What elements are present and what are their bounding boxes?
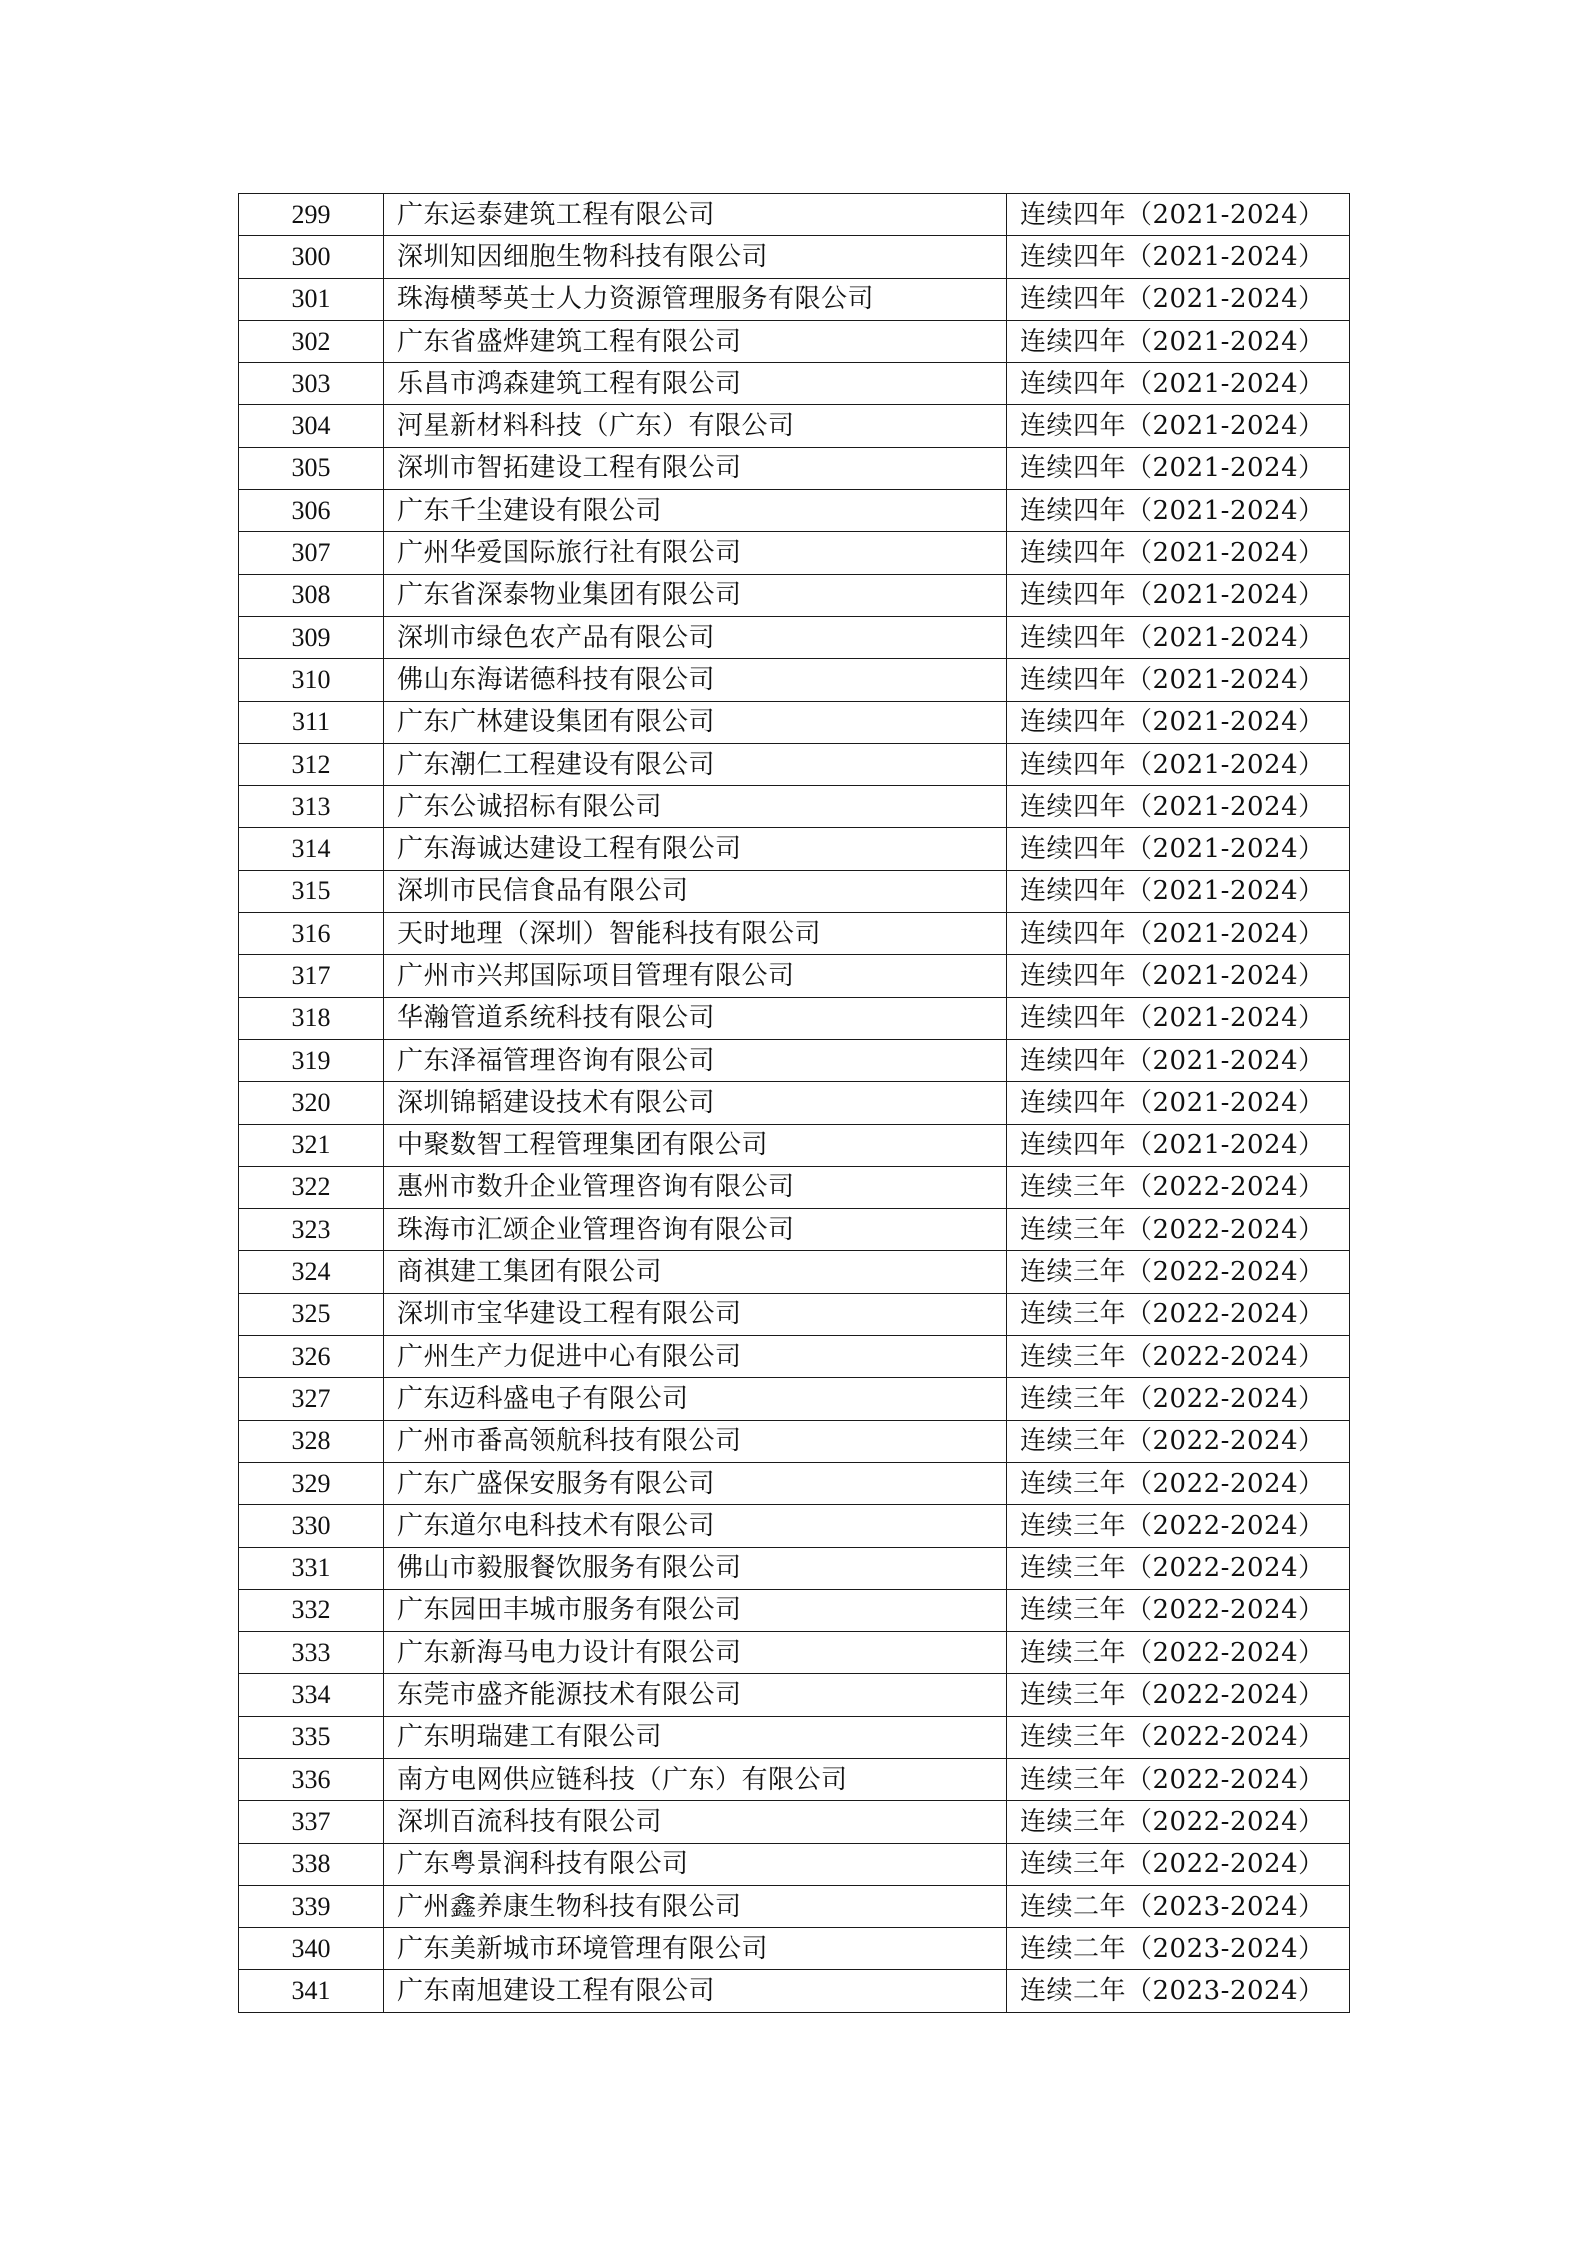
table-row bbox=[239, 743, 1350, 785]
company-name: 中聚数智工程管理集团有限公司 bbox=[384, 1124, 1007, 1166]
company-name: 深圳市民信食品有限公司 bbox=[384, 870, 1007, 912]
row-number: 310 bbox=[239, 659, 384, 701]
row-number: 339 bbox=[239, 1885, 384, 1927]
table-row bbox=[239, 1251, 1350, 1293]
company-name: 深圳市宝华建设工程有限公司 bbox=[384, 1293, 1007, 1335]
company-name: 广东明瑞建工有限公司 bbox=[384, 1716, 1007, 1758]
table-row bbox=[239, 828, 1350, 870]
table-row bbox=[239, 278, 1350, 320]
row-number: 330 bbox=[239, 1505, 384, 1547]
consecutive-years: 连续三年（2022-2024） bbox=[1007, 1505, 1350, 1547]
table-row bbox=[239, 532, 1350, 574]
row-number: 325 bbox=[239, 1293, 384, 1335]
table-row bbox=[239, 1801, 1350, 1843]
table-row bbox=[239, 1039, 1350, 1081]
row-number: 318 bbox=[239, 997, 384, 1039]
table-row bbox=[239, 320, 1350, 362]
row-number: 340 bbox=[239, 1928, 384, 1970]
row-number: 305 bbox=[239, 447, 384, 489]
company-name: 广东园田丰城市服务有限公司 bbox=[384, 1589, 1007, 1631]
row-number: 324 bbox=[239, 1251, 384, 1293]
table-row bbox=[239, 786, 1350, 828]
table-row bbox=[239, 1928, 1350, 1970]
consecutive-years: 连续三年（2022-2024） bbox=[1007, 1716, 1350, 1758]
table-row bbox=[239, 870, 1350, 912]
consecutive-years: 连续三年（2022-2024） bbox=[1007, 1336, 1350, 1378]
row-number: 299 bbox=[239, 194, 384, 236]
table-row bbox=[239, 1716, 1350, 1758]
table-row bbox=[239, 1547, 1350, 1589]
consecutive-years: 连续四年（2021-2024） bbox=[1007, 574, 1350, 616]
row-number: 337 bbox=[239, 1801, 384, 1843]
company-name: 广东海诚达建设工程有限公司 bbox=[384, 828, 1007, 870]
consecutive-years: 连续三年（2022-2024） bbox=[1007, 1166, 1350, 1208]
company-name: 广东运泰建筑工程有限公司 bbox=[384, 194, 1007, 236]
consecutive-years: 连续四年（2021-2024） bbox=[1007, 278, 1350, 320]
table-row bbox=[239, 1378, 1350, 1420]
consecutive-years: 连续四年（2021-2024） bbox=[1007, 320, 1350, 362]
company-name: 南方电网供应链科技（广东）有限公司 bbox=[384, 1758, 1007, 1800]
row-number: 308 bbox=[239, 574, 384, 616]
table-row bbox=[239, 1336, 1350, 1378]
company-name: 广东粤景润科技有限公司 bbox=[384, 1843, 1007, 1885]
company-name: 佛山东海诺德科技有限公司 bbox=[384, 659, 1007, 701]
row-number: 333 bbox=[239, 1632, 384, 1674]
company-name: 广东潮仁工程建设有限公司 bbox=[384, 743, 1007, 785]
consecutive-years: 连续四年（2021-2024） bbox=[1007, 701, 1350, 743]
company-name: 惠州市数升企业管理咨询有限公司 bbox=[384, 1166, 1007, 1208]
company-name: 东莞市盛齐能源技术有限公司 bbox=[384, 1674, 1007, 1716]
table-row bbox=[239, 1209, 1350, 1251]
row-number: 301 bbox=[239, 278, 384, 320]
consecutive-years: 连续四年（2021-2024） bbox=[1007, 363, 1350, 405]
table-row bbox=[239, 1124, 1350, 1166]
consecutive-years: 连续四年（2021-2024） bbox=[1007, 194, 1350, 236]
company-name: 广东美新城市环境管理有限公司 bbox=[384, 1928, 1007, 1970]
table-row bbox=[239, 236, 1350, 278]
consecutive-years: 连续四年（2021-2024） bbox=[1007, 870, 1350, 912]
company-name: 广东迈科盛电子有限公司 bbox=[384, 1378, 1007, 1420]
row-number: 312 bbox=[239, 743, 384, 785]
row-number: 323 bbox=[239, 1209, 384, 1251]
row-number: 320 bbox=[239, 1082, 384, 1124]
table-row bbox=[239, 1843, 1350, 1885]
row-number: 336 bbox=[239, 1758, 384, 1800]
company-name: 深圳百流科技有限公司 bbox=[384, 1801, 1007, 1843]
company-name: 佛山市毅服餐饮服务有限公司 bbox=[384, 1547, 1007, 1589]
consecutive-years: 连续三年（2022-2024） bbox=[1007, 1420, 1350, 1462]
consecutive-years: 连续三年（2022-2024） bbox=[1007, 1843, 1350, 1885]
consecutive-years: 连续四年（2021-2024） bbox=[1007, 997, 1350, 1039]
row-number: 303 bbox=[239, 363, 384, 405]
company-name: 广东新海马电力设计有限公司 bbox=[384, 1632, 1007, 1674]
consecutive-years: 连续四年（2021-2024） bbox=[1007, 616, 1350, 658]
row-number: 306 bbox=[239, 490, 384, 532]
company-name: 珠海横琴英士人力资源管理服务有限公司 bbox=[384, 278, 1007, 320]
consecutive-years: 连续四年（2021-2024） bbox=[1007, 1124, 1350, 1166]
table-row bbox=[239, 1589, 1350, 1631]
company-name: 广东广林建设集团有限公司 bbox=[384, 701, 1007, 743]
row-number: 331 bbox=[239, 1547, 384, 1589]
company-name: 天时地理（深圳）智能科技有限公司 bbox=[384, 913, 1007, 955]
table-row bbox=[239, 997, 1350, 1039]
table-body bbox=[239, 194, 1350, 2013]
row-number: 335 bbox=[239, 1716, 384, 1758]
table-row bbox=[239, 1293, 1350, 1335]
company-name: 深圳锦韬建设技术有限公司 bbox=[384, 1082, 1007, 1124]
consecutive-years: 连续三年（2022-2024） bbox=[1007, 1589, 1350, 1631]
consecutive-years: 连续二年（2023-2024） bbox=[1007, 1928, 1350, 1970]
consecutive-years: 连续四年（2021-2024） bbox=[1007, 786, 1350, 828]
table-row bbox=[239, 490, 1350, 532]
row-number: 307 bbox=[239, 532, 384, 574]
consecutive-years: 连续三年（2022-2024） bbox=[1007, 1632, 1350, 1674]
consecutive-years: 连续四年（2021-2024） bbox=[1007, 913, 1350, 955]
consecutive-years: 连续四年（2021-2024） bbox=[1007, 828, 1350, 870]
company-name: 广州市兴邦国际项目管理有限公司 bbox=[384, 955, 1007, 997]
row-number: 341 bbox=[239, 1970, 384, 2012]
company-name: 广东道尔电科技术有限公司 bbox=[384, 1505, 1007, 1547]
company-name: 广东省深泰物业集团有限公司 bbox=[384, 574, 1007, 616]
table-row bbox=[239, 1885, 1350, 1927]
table-row bbox=[239, 616, 1350, 658]
table-row bbox=[239, 1166, 1350, 1208]
table-row bbox=[239, 1462, 1350, 1504]
row-number: 332 bbox=[239, 1589, 384, 1631]
row-number: 302 bbox=[239, 320, 384, 362]
company-name: 广东泽福管理咨询有限公司 bbox=[384, 1039, 1007, 1081]
company-name: 深圳市智拓建设工程有限公司 bbox=[384, 447, 1007, 489]
consecutive-years: 连续四年（2021-2024） bbox=[1007, 490, 1350, 532]
consecutive-years: 连续三年（2022-2024） bbox=[1007, 1462, 1350, 1504]
table-row bbox=[239, 1674, 1350, 1716]
consecutive-years: 连续三年（2022-2024） bbox=[1007, 1251, 1350, 1293]
table-row bbox=[239, 955, 1350, 997]
company-name: 商祺建工集团有限公司 bbox=[384, 1251, 1007, 1293]
company-name: 深圳市绿色农产品有限公司 bbox=[384, 616, 1007, 658]
company-list-table bbox=[238, 193, 1350, 2013]
consecutive-years: 连续四年（2021-2024） bbox=[1007, 1082, 1350, 1124]
table-row bbox=[239, 447, 1350, 489]
consecutive-years: 连续四年（2021-2024） bbox=[1007, 236, 1350, 278]
row-number: 322 bbox=[239, 1166, 384, 1208]
consecutive-years: 连续四年（2021-2024） bbox=[1007, 1039, 1350, 1081]
company-name: 广东省盛烨建筑工程有限公司 bbox=[384, 320, 1007, 362]
table-row bbox=[239, 659, 1350, 701]
company-name: 广东南旭建设工程有限公司 bbox=[384, 1970, 1007, 2012]
table-row bbox=[239, 574, 1350, 616]
consecutive-years: 连续三年（2022-2024） bbox=[1007, 1209, 1350, 1251]
company-name: 深圳知因细胞生物科技有限公司 bbox=[384, 236, 1007, 278]
row-number: 327 bbox=[239, 1378, 384, 1420]
row-number: 315 bbox=[239, 870, 384, 912]
table-row bbox=[239, 913, 1350, 955]
table-row bbox=[239, 1632, 1350, 1674]
company-name: 广东广盛保安服务有限公司 bbox=[384, 1462, 1007, 1504]
consecutive-years: 连续四年（2021-2024） bbox=[1007, 659, 1350, 701]
consecutive-years: 连续三年（2022-2024） bbox=[1007, 1801, 1350, 1843]
row-number: 329 bbox=[239, 1462, 384, 1504]
table-row bbox=[239, 1505, 1350, 1547]
company-name: 广东公诚招标有限公司 bbox=[384, 786, 1007, 828]
company-name: 广州市番高领航科技有限公司 bbox=[384, 1420, 1007, 1462]
row-number: 334 bbox=[239, 1674, 384, 1716]
consecutive-years: 连续四年（2021-2024） bbox=[1007, 447, 1350, 489]
row-number: 314 bbox=[239, 828, 384, 870]
consecutive-years: 连续三年（2022-2024） bbox=[1007, 1293, 1350, 1335]
row-number: 328 bbox=[239, 1420, 384, 1462]
row-number: 313 bbox=[239, 786, 384, 828]
consecutive-years: 连续二年（2023-2024） bbox=[1007, 1885, 1350, 1927]
consecutive-years: 连续三年（2022-2024） bbox=[1007, 1758, 1350, 1800]
consecutive-years: 连续四年（2021-2024） bbox=[1007, 743, 1350, 785]
table-row bbox=[239, 1082, 1350, 1124]
company-name: 广州华爱国际旅行社有限公司 bbox=[384, 532, 1007, 574]
company-name: 珠海市汇颂企业管理咨询有限公司 bbox=[384, 1209, 1007, 1251]
consecutive-years: 连续三年（2022-2024） bbox=[1007, 1378, 1350, 1420]
company-name: 广州生产力促进中心有限公司 bbox=[384, 1336, 1007, 1378]
table-row bbox=[239, 701, 1350, 743]
consecutive-years: 连续四年（2021-2024） bbox=[1007, 955, 1350, 997]
table-row bbox=[239, 1970, 1350, 2012]
row-number: 319 bbox=[239, 1039, 384, 1081]
row-number: 309 bbox=[239, 616, 384, 658]
row-number: 311 bbox=[239, 701, 384, 743]
consecutive-years: 连续四年（2021-2024） bbox=[1007, 405, 1350, 447]
table-row bbox=[239, 1420, 1350, 1462]
consecutive-years: 连续三年（2022-2024） bbox=[1007, 1674, 1350, 1716]
consecutive-years: 连续三年（2022-2024） bbox=[1007, 1547, 1350, 1589]
row-number: 316 bbox=[239, 913, 384, 955]
row-number: 300 bbox=[239, 236, 384, 278]
table-row bbox=[239, 405, 1350, 447]
company-name: 乐昌市鸿森建筑工程有限公司 bbox=[384, 363, 1007, 405]
row-number: 317 bbox=[239, 955, 384, 997]
table-row bbox=[239, 194, 1350, 236]
company-name: 河星新材料科技（广东）有限公司 bbox=[384, 405, 1007, 447]
row-number: 326 bbox=[239, 1336, 384, 1378]
consecutive-years: 连续二年（2023-2024） bbox=[1007, 1970, 1350, 2012]
company-name: 广州鑫养康生物科技有限公司 bbox=[384, 1885, 1007, 1927]
row-number: 321 bbox=[239, 1124, 384, 1166]
table-row bbox=[239, 363, 1350, 405]
consecutive-years: 连续四年（2021-2024） bbox=[1007, 532, 1350, 574]
row-number: 304 bbox=[239, 405, 384, 447]
company-name: 广东千尘建设有限公司 bbox=[384, 490, 1007, 532]
company-name: 华瀚管道系统科技有限公司 bbox=[384, 997, 1007, 1039]
table-row bbox=[239, 1758, 1350, 1800]
row-number: 338 bbox=[239, 1843, 384, 1885]
